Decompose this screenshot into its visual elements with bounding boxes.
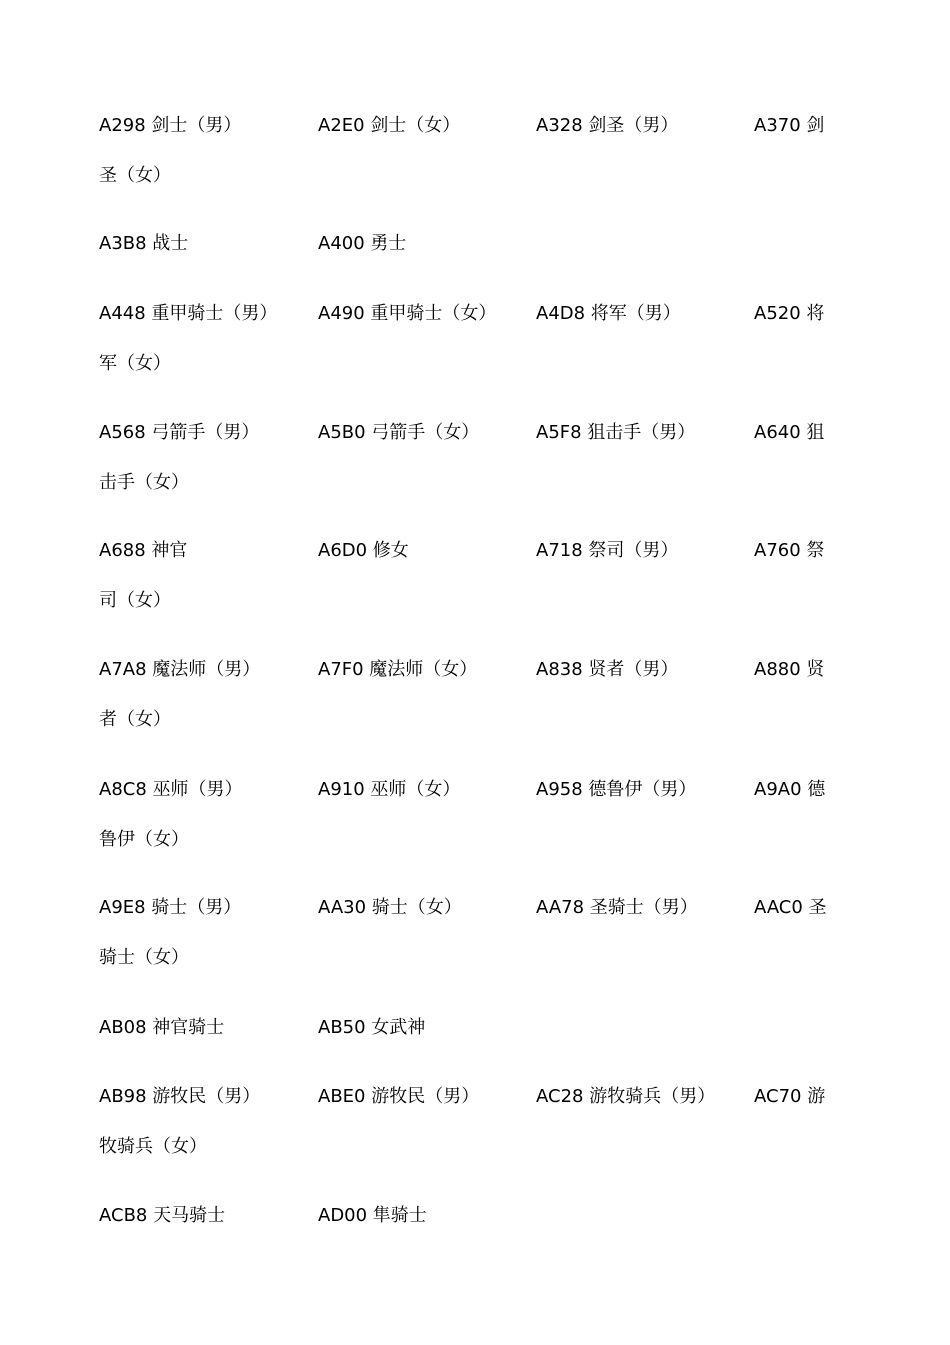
class-code-entry: A568 弓箭手（男） [99, 422, 260, 443]
text-row [99, 418, 839, 448]
text-row-continuation [99, 705, 839, 735]
text-row [99, 299, 839, 329]
class-code-entry: AA30 骑士（女） [318, 897, 462, 918]
class-code-entry: A298 剑士（男） [99, 115, 242, 136]
class-code-entry-continuation: 军（女） [99, 353, 171, 374]
class-code-entry: A4D8 将军（男） [536, 303, 681, 324]
text-row [99, 1201, 839, 1231]
class-code-entry: AA78 圣骑士（男） [536, 897, 698, 918]
class-code-entry: A688 神官 [99, 540, 188, 561]
text-row [99, 111, 839, 141]
class-code-entry: A5F8 狙击手（男） [536, 422, 696, 443]
class-code-entry: A640 狙 [754, 422, 825, 443]
class-code-entry: A760 祭 [754, 540, 825, 561]
class-code-entry: A838 贤者（男） [536, 659, 679, 680]
class-code-entry: A8C8 巫师（男） [99, 779, 243, 800]
class-code-entry: A5B0 弓箭手（女） [318, 422, 480, 443]
text-row [99, 1013, 839, 1043]
class-code-entry: A520 将 [754, 303, 825, 324]
class-code-entry-continuation: 骑士（女） [99, 947, 189, 968]
class-code-entry: A448 重甲骑士（男） [99, 303, 278, 324]
class-code-entry: ACB8 天马骑士 [99, 1205, 226, 1226]
class-code-entry: AB50 女武神 [318, 1017, 426, 1038]
class-code-entry: A9E8 骑士（男） [99, 897, 242, 918]
class-code-entry: A958 德鲁伊（男） [536, 779, 697, 800]
text-row [99, 775, 839, 805]
class-code-entry: A910 巫师（女） [318, 779, 461, 800]
text-row-continuation [99, 825, 839, 855]
class-code-entry-continuation: 击手（女） [99, 472, 189, 493]
class-code-entry: AC70 游 [754, 1086, 826, 1107]
class-code-entry: A2E0 剑士（女） [318, 115, 461, 136]
class-code-entry: AAC0 圣 [754, 897, 827, 918]
class-code-entry: A490 重甲骑士（女） [318, 303, 497, 324]
class-code-entry: AB98 游牧民（男） [99, 1086, 261, 1107]
class-code-entry: A370 剑 [754, 115, 825, 136]
class-code-entry: A7F0 魔法师（女） [318, 659, 478, 680]
text-row-continuation [99, 349, 839, 379]
class-code-entry: ABE0 游牧民（男） [318, 1086, 480, 1107]
text-row-continuation [99, 943, 839, 973]
class-code-entry: A3B8 战士 [99, 233, 189, 254]
text-row [99, 536, 839, 566]
class-code-entry-continuation: 者（女） [99, 709, 171, 730]
text-row-continuation [99, 468, 839, 498]
class-code-entry: A880 贤 [754, 659, 825, 680]
class-code-entry: AB08 神官骑士 [99, 1017, 225, 1038]
class-code-entry: A400 勇士 [318, 233, 407, 254]
text-row-continuation [99, 161, 839, 191]
text-row [99, 893, 839, 923]
class-code-entry: AD00 隼骑士 [318, 1205, 427, 1226]
text-row [99, 655, 839, 685]
class-code-entry-continuation: 圣（女） [99, 165, 171, 186]
class-code-entry-continuation: 鲁伊（女） [99, 829, 189, 850]
class-code-entry: A718 祭司（男） [536, 540, 679, 561]
class-code-entry-continuation: 司（女） [99, 590, 171, 611]
class-code-entry: A7A8 魔法师（男） [99, 659, 261, 680]
class-code-entry: A9A0 德 [754, 779, 826, 800]
text-row-continuation [99, 1132, 839, 1162]
class-code-entry: A6D0 修女 [318, 540, 409, 561]
class-code-entry: AC28 游牧骑兵（男） [536, 1086, 716, 1107]
class-code-entry: A328 剑圣（男） [536, 115, 679, 136]
text-row [99, 1082, 839, 1112]
class-code-entry-continuation: 牧骑兵（女） [99, 1136, 207, 1157]
text-row [99, 229, 839, 259]
text-row-continuation [99, 586, 839, 616]
